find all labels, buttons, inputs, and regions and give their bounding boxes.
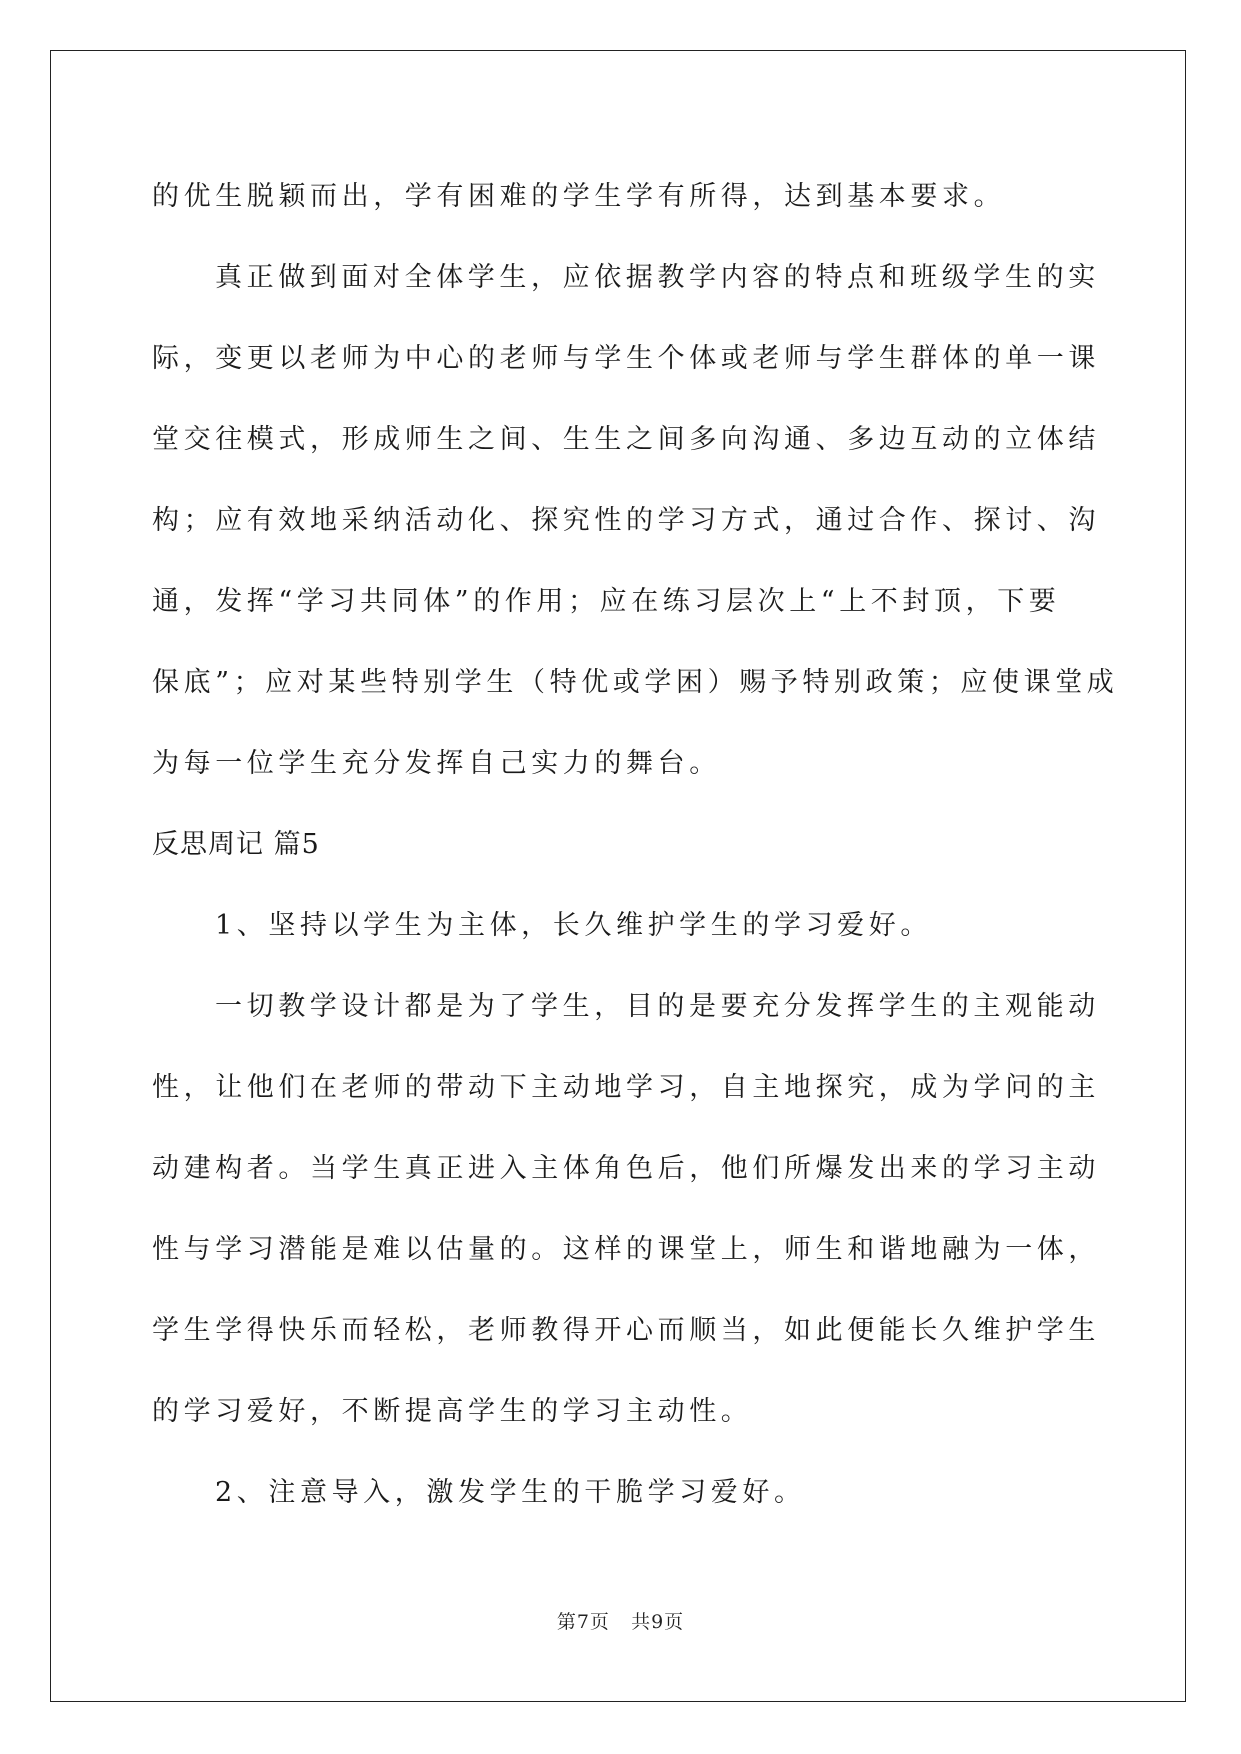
text-line: 1、坚持以学生为主体，长久维护学生的学习爱好。 xyxy=(215,910,932,941)
text-line: 保底”；应对某些特别学生（特优或学困）赐予特别政策；应使课堂成 xyxy=(152,667,1119,698)
text-line: 的学习爱好，不断提高学生的学习主动性。 xyxy=(152,1396,753,1427)
document-body xyxy=(152,156,1119,1533)
text-line: 动建构者。当学生真正进入主体角色后，他们所爆发出来的学习主动 xyxy=(152,1153,1100,1184)
text-line: 学生学得快乐而轻松，老师教得开心而顺当，如此便能长久维护学生 xyxy=(152,1315,1100,1346)
text-line: 通，发挥“学习共同体”的作用；应在练习层次上“上不封顶，下要 xyxy=(152,586,1061,617)
paragraph-5 xyxy=(152,1452,1082,1533)
paragraph-3 xyxy=(152,885,1082,966)
text-line: 真正做到面对全体学生，应依据教学内容的特点和班级学生的实 xyxy=(215,262,1100,293)
text-line: 一切教学设计都是为了学生，目的是要充分发挥学生的主观能动 xyxy=(215,991,1100,1022)
text-line: 2、注意导入，激发学生的干脆学习爱好。 xyxy=(215,1477,806,1508)
paragraph-1 xyxy=(152,156,1082,237)
text-line: 际，变更以老师为中心的老师与学生个体或老师与学生群体的单一课 xyxy=(152,343,1100,374)
page-total: 共9页 xyxy=(631,1611,685,1633)
text-line: 性，让他们在老师的带动下主动地学习，自主地探究，成为学问的主 xyxy=(152,1072,1100,1103)
text-line: 性与学习潜能是难以估量的。这样的课堂上，师生和谐地融为一体， xyxy=(152,1234,1100,1265)
page-footer xyxy=(0,1607,1241,1634)
text-line: 为每一位学生充分发挥自己实力的舞台。 xyxy=(152,748,721,779)
text-line: 堂交往模式，形成师生之间、生生之间多向沟通、多边互动的立体结 xyxy=(152,424,1100,455)
page-number: 第7页 xyxy=(556,1611,610,1633)
section-heading: 反思周记 篇5 xyxy=(152,829,320,860)
text-line: 构；应有效地采纳活动化、探究性的学习方式，通过合作、探讨、沟 xyxy=(152,505,1100,536)
text-line: 的优生脱颖而出，学有困难的学生学有所得，达到基本要求。 xyxy=(152,181,1006,212)
paragraph-2 xyxy=(152,237,1119,804)
paragraph-4 xyxy=(152,966,1100,1452)
